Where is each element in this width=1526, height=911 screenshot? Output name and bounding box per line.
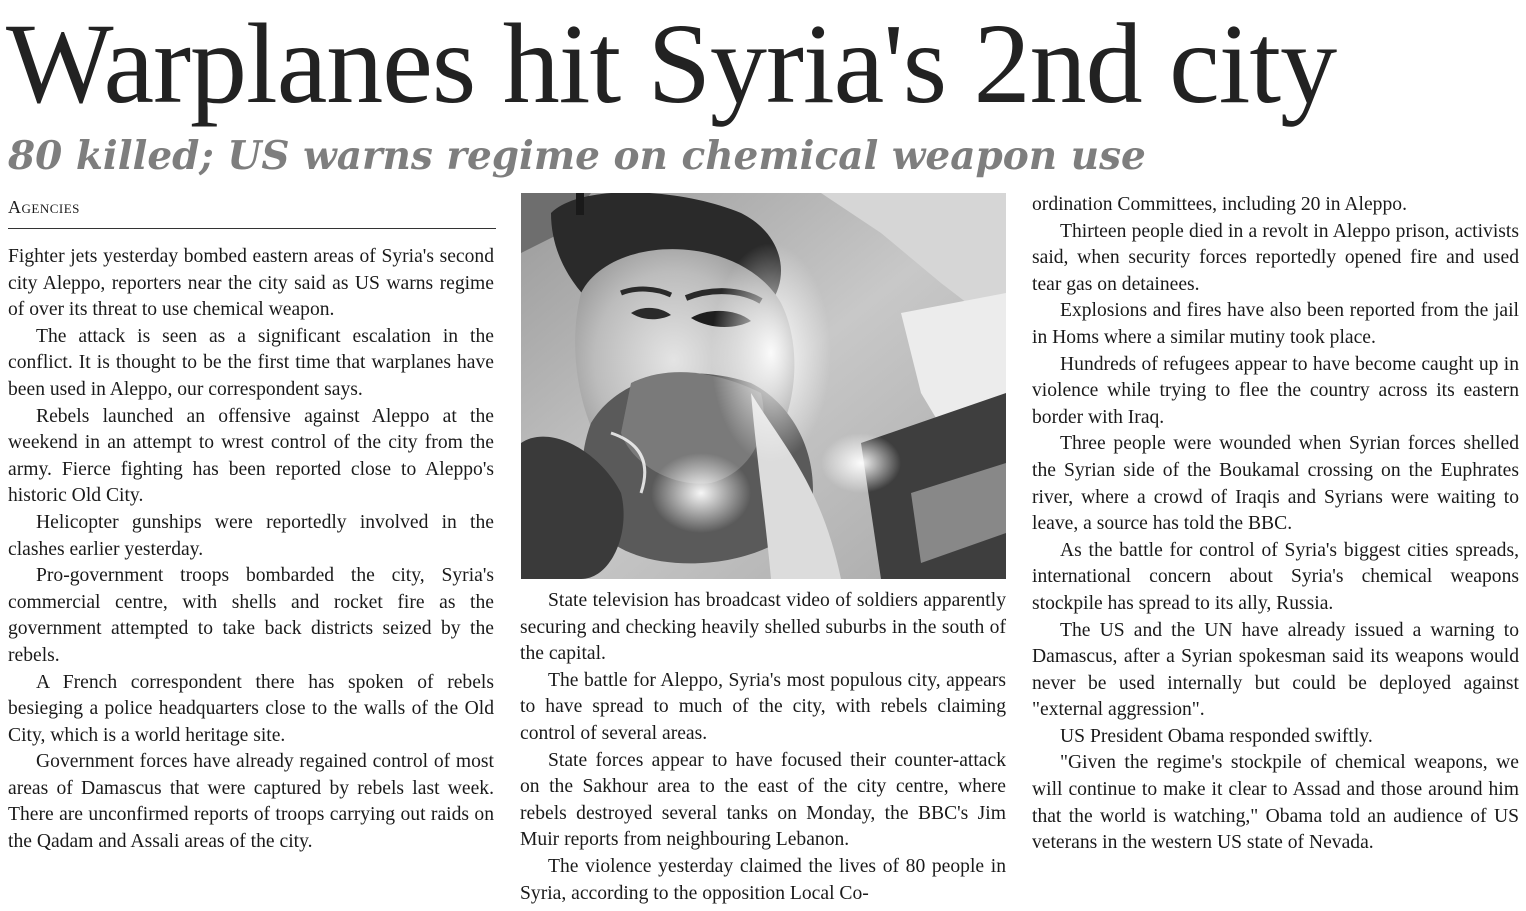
paragraph: Thirteen people died in a revolt in Aleppo prison, activists said, when security forces reportedly opened fire and used tear gas on detainees. bbox=[1032, 220, 1519, 295]
paragraph: As the battle for control of Syria's biggest cities spreads, international concern about Syria's chemical weapons stockpile has spread to its ally, Russia. bbox=[1032, 539, 1519, 614]
article-column-1 bbox=[8, 244, 494, 856]
paragraph: Helicopter gunships were reportedly involved in the clashes earlier yesterday. bbox=[8, 511, 494, 560]
subheadline: 80 killed; US warns regime on chemical weapon use bbox=[8, 133, 1146, 179]
paragraph: A French correspondent there has spoken of rebels besieging a police headquarters close to the walls of the Old City, which is a world heritage site. bbox=[8, 671, 494, 746]
article-column-3 bbox=[1032, 192, 1519, 857]
article-photo-burning-portrait bbox=[521, 193, 1006, 579]
paragraph: The US and the UN have already issued a warning to Damascus, after a Syrian spokesman said its weapons would never be used internally but could be deployed against "external aggression". bbox=[1032, 619, 1519, 721]
paragraph-continuation: ordination Committees, including 20 in Aleppo. bbox=[1032, 194, 1407, 215]
paragraph: The violence yesterday claimed the lives of 80 people in Syria, according to the opposition Local Co- bbox=[520, 855, 1006, 904]
paragraph: State forces appear to have focused their counter-attack on the Sakhour area to the east of the city centre, where rebels destroyed several tanks on Monday, the BBC's Jim Muir reports from neighbouring Lebanon. bbox=[520, 749, 1006, 851]
headline: Warplanes hit Syria's 2nd city bbox=[6, 0, 1337, 127]
article-column-2 bbox=[520, 588, 1006, 907]
paragraph: State television has broadcast video of soldiers apparently securing and checking heavily shelled suburbs in the south of the capital. bbox=[520, 590, 1006, 665]
paragraph: Rebels launched an offensive against Aleppo at the weekend in an attempt to wrest control of the city from the army. Fierce fighting has been reported close to Aleppo's historic Old City. bbox=[8, 405, 494, 507]
paragraph: Explosions and fires have also been reported from the jail in Homs where a similar mutiny took place. bbox=[1032, 300, 1519, 348]
paragraph: Hundreds of refugees appear to have become caught up in violence while trying to flee the country across its eastern border with Iraq. bbox=[1032, 353, 1519, 428]
paragraph: The attack is seen as a significant escalation in the conflict. It is thought to be the first time that warplanes have been used in Aleppo, our correspondent says. bbox=[8, 325, 494, 400]
paragraph: Fighter jets yesterday bombed eastern areas of Syria's second city Aleppo, reporters near the city said as US warns regime of over its threat to use chemical weapon. bbox=[8, 246, 494, 321]
paragraph: "Given the regime's stockpile of chemical weapons, we will continue to make it clear to Assad and those around him that the world is watching," Obama told an audience of US veterans in the western US state of Nevada. bbox=[1032, 752, 1519, 854]
paragraph: Government forces have already regained control of most areas of Damascus that were captured by rebels last week. There are unconfirmed reports of troops carrying out raids on the Qadam and Assali areas of the city. bbox=[8, 751, 494, 853]
byline: Agencies bbox=[8, 197, 80, 217]
paragraph: Three people were wounded when Syrian forces shelled the Syrian side of the Boukamal crossing on the Euphrates river, where a crowd of Iraqis and Syrians were waiting to leave, a source has told the BBC. bbox=[1032, 433, 1519, 535]
paragraph: US President Obama responded swiftly. bbox=[1060, 725, 1373, 747]
byline-divider bbox=[8, 228, 496, 229]
paragraph: Pro-government troops bombarded the city, Syria's commercial centre, with shells and rocket fire as the government attempted to take back districts seized by the rebels. bbox=[8, 565, 494, 666]
paragraph: The battle for Aleppo, Syria's most populous city, appears to have spread to much of the city, with rebels claiming control of several areas. bbox=[520, 669, 1006, 744]
